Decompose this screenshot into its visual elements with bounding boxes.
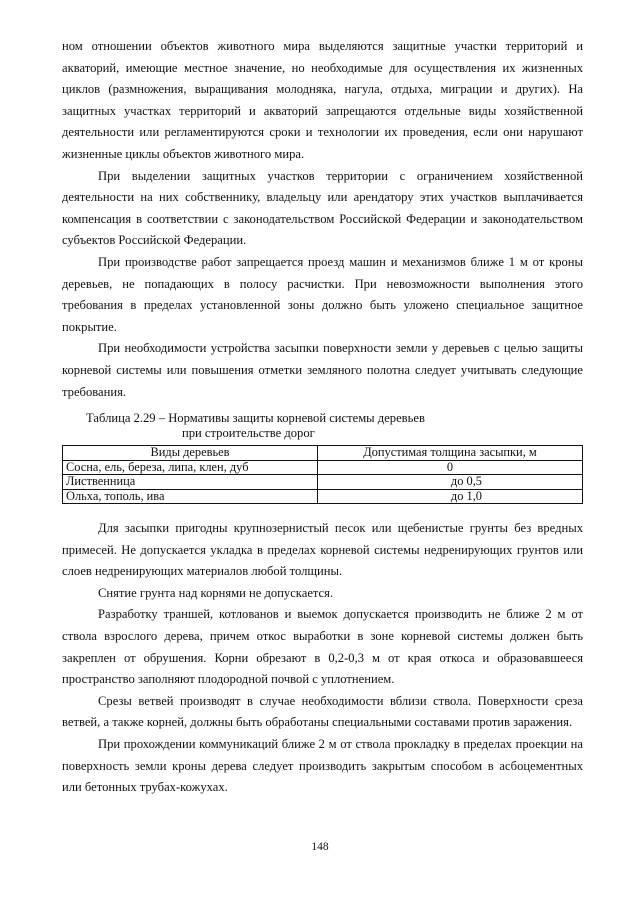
table-caption: [86, 411, 506, 441]
paragraph: При производстве работ запрещается проезд машин и механизмов ближе 1 м от кроны деревьев, не попадающих в полосу расчистки. При невозможности выполнения этого требования в пределах установленной зоны должно быть уложено специальное защитное покрытие.: [62, 254, 583, 334]
table-header-cell: Виды деревьев: [63, 446, 318, 461]
paragraph: При выделении защитных участков территории с ограничением хозяйственной деятельности на них собственнику, владельцу или арендатору этих участков выплачивается компенсация в соответствии с законодательством Российской Федерации и законодательством субъектов Российской Федерации.: [62, 168, 583, 248]
paragraph: Для засыпки пригодны крупнозернистый песок или щебенистые грунты без вредных примесей. Не допускается укладка в пределах корневой системы недренирующих грунтов или слоев недренирующих материалов любой толщины.: [62, 521, 583, 579]
table-caption-line2: при строительстве дорог: [182, 426, 315, 440]
table-row: [63, 475, 583, 490]
paragraph: Снятие грунта над корнями не допускается.: [98, 585, 334, 600]
table-header-row: [63, 446, 583, 461]
table-header-cell: Допустимая толщина засыпки, м: [318, 446, 583, 461]
table-cell-thickness: до 1,0: [318, 489, 583, 504]
paragraph: Срезы ветвей производят в случае необходимости вблизи ствола. Поверхности среза ветвей, а также корней, должны быть обработаны специальными составами против заражения.: [62, 693, 583, 730]
paragraph: При прохождении коммуникаций ближе 2 м от ствола прокладку в пределах проекции на поверхность земли кроны дерева следует производить закрытым способом в асбоцементных или бетонных трубах-кожухах.: [62, 736, 583, 795]
root-protection-table: [62, 445, 583, 504]
table-cell-species: Сосна, ель, береза, липа, клен, дуб: [63, 460, 318, 475]
text-block-bottom: [62, 518, 583, 799]
paragraph: Разработку траншей, котлованов и выемок допускается производить не ближе 2 м от ствола взрослого дерева, причем откос выработки в зоне корневой системы должен быть закреплен от обрушения. Корни обрезают в 0,2-0,3 м от края откоса и образовавшееся пространство заполняют плодородной почвой с уплотнением.: [62, 607, 583, 687]
text-block-top: [62, 36, 583, 403]
paragraph: При необходимости устройства засыпки поверхности земли у деревьев с целью защиты корневой системы или повышения отметки земляного полотна следует учитывать следующие требования.: [62, 341, 583, 399]
table-row: [63, 489, 583, 504]
page-number: 148: [311, 841, 329, 853]
table-cell-thickness: 0: [318, 460, 583, 475]
table-row: [63, 460, 583, 475]
table-caption-line1: Таблица 2.29 – Нормативы защиты корневой системы деревьев: [86, 411, 425, 425]
table-cell-species: Лиственница: [63, 475, 318, 490]
table-cell-thickness: до 0,5: [318, 475, 583, 490]
table-cell-species: Ольха, тополь, ива: [63, 489, 318, 504]
paragraph: ном отношении объектов животного мира выделяются защитные участки территорий и акваторий, имеющие местное значение, но необходимые для осуществления их жизненных циклов (размножения, выращивания молодняка, нагула, отдыха, миграции и других). На защитных участках территорий и акваторий запрещаются отдельные виды хозяйственной деятельности или регламентируются сроки и технологии их проведения, если они нарушают жизненные циклы объектов животного мира.: [62, 39, 583, 161]
